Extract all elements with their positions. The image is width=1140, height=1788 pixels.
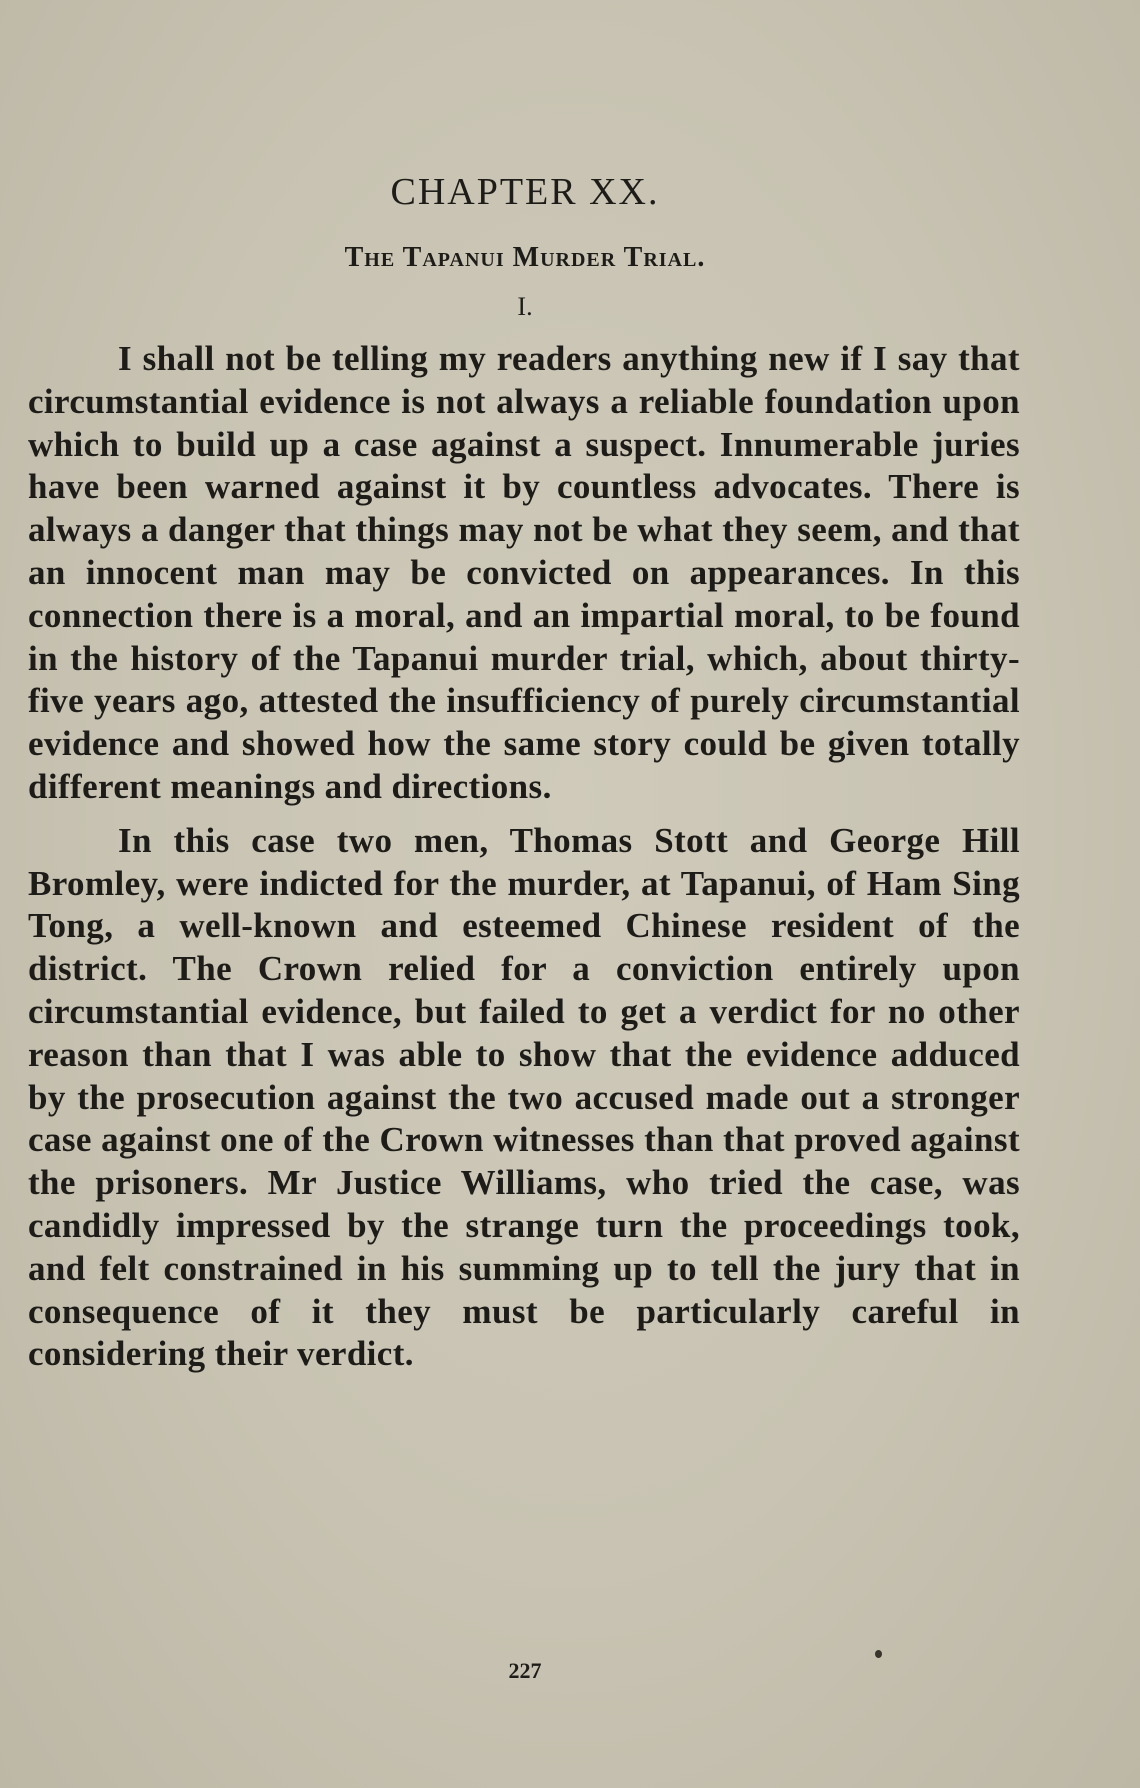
chapter-title: CHAPTER XX. xyxy=(390,171,660,213)
section-number: I. xyxy=(517,292,533,321)
paragraph: In this case two men, Thomas Stott and George Hill Bromley, were indicted for the murder, at Tapanui, of Ham Sing Tong, a well-known and esteemed Chinese resident of the district. The Crown relied for a conviction entirely upon circumstantial evidence, but failed to get a verdict for no other reason than that I was able to show that the evidence adduced by the prosecution against the two accused made out a stronger case against one of the Crown witnesses than that proved against the prisoners. Mr Justice Williams, who tried the case, was candidly impressed by the strange turn the proceedings took, and felt constrained in his summing up to tell the jury that in consequence of it they must be particularly careful in considering their verdict. xyxy=(28,820,1020,1374)
paragraph: I shall not be telling my readers anything new if I say that circumstantial evidence is not always a reliable foundation upon which to build up a case against a suspect. Innumerable juries have been warned against it by countless advocates. There is always a danger that things may not be what they seem, and that an innocent man may be convicted on appearances. In this connection there is a moral, and an impartial moral, to be found in the history of the Tapanui murder trial, which, about thirty-five years ago, attested the insufficiency of purely circumstantial evidence and showed how the same story could be given totally different meanings and directions. xyxy=(28,339,1020,806)
page-number: 227 xyxy=(508,1658,542,1683)
chapter-subtitle: The Tapanui Murder Trial. xyxy=(344,242,706,273)
body-text xyxy=(28,338,1020,1376)
ink-speck xyxy=(875,1650,882,1658)
